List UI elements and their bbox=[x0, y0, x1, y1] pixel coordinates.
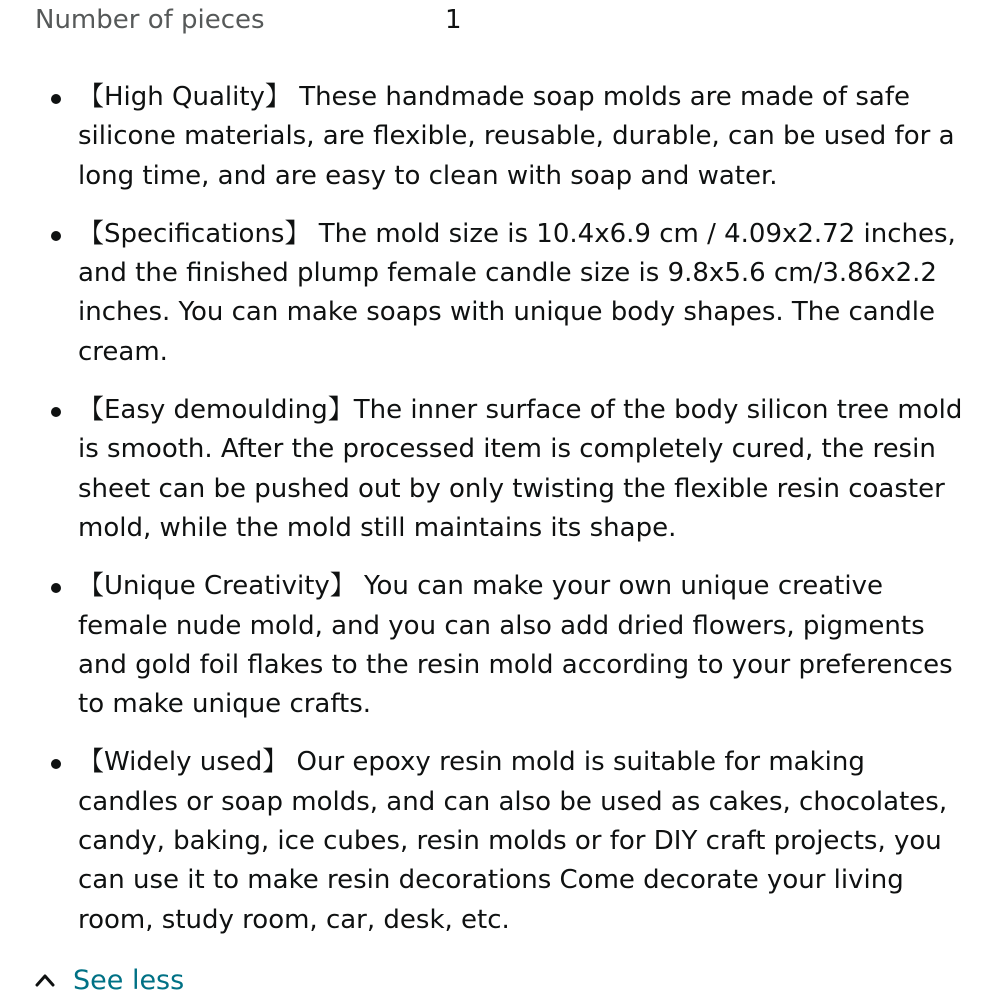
bullet-dot-icon bbox=[51, 407, 61, 417]
feature-bullet bbox=[0, 391, 1000, 548]
spec-label: Number of pieces bbox=[35, 5, 265, 35]
feature-bullet bbox=[0, 567, 1000, 724]
feature-bullet-text: 【Specifications】 The mold size is 10.4x6.9 cm / 4.09x2.72 inches, and the finished plump female candle size is 9.8x5.6 cm/3.86x2.2 inches. You can make soaps with unique body shapes. The candle cream. bbox=[78, 218, 956, 367]
bullet-dot-icon bbox=[51, 94, 61, 104]
see-less-link[interactable]: See less bbox=[73, 964, 185, 996]
feature-bullet-list bbox=[0, 78, 1000, 959]
feature-bullet bbox=[0, 743, 1000, 939]
feature-bullet bbox=[0, 215, 1000, 372]
bullet-dot-icon bbox=[51, 759, 61, 769]
feature-bullet-text: 【Unique Creativity】 You can make your own unique creative female nude mold, and you can also add dried flowers, pigments and gold foil flakes to the resin mold according to your preferences to make unique crafts. bbox=[78, 571, 953, 720]
spec-value: 1 bbox=[445, 5, 462, 35]
feature-bullet bbox=[0, 78, 1000, 196]
feature-bullet-text: 【Widely used】 Our epoxy resin mold is suitable for making candles or soap molds, and can also be used as cakes, chocolates, candy, baking, ice cubes, resin molds or for DIY craft projects, you can use it to make resin decorations Come decorate your living room, study room, car, desk, etc. bbox=[78, 747, 948, 935]
feature-bullet-text: 【Easy demoulding】The inner surface of the body silicon tree mold is smooth. After the processed item is completely cured, the resin sheet can be pushed out by only twisting the flexible resin coaster mold, while the mold still maintains its shape. bbox=[78, 395, 963, 543]
spec-row-number-of-pieces bbox=[35, 0, 462, 40]
bullet-dot-icon bbox=[51, 231, 61, 241]
feature-bullet-text: 【High Quality】 These handmade soap molds are made of safe silicone materials, are flexible, reusable, durable, can be used for a long time, and are easy to clean with soap and water. bbox=[78, 82, 955, 191]
chevron-up-icon bbox=[35, 973, 55, 987]
see-less-toggle[interactable] bbox=[35, 960, 184, 1000]
bullet-dot-icon bbox=[51, 583, 61, 593]
